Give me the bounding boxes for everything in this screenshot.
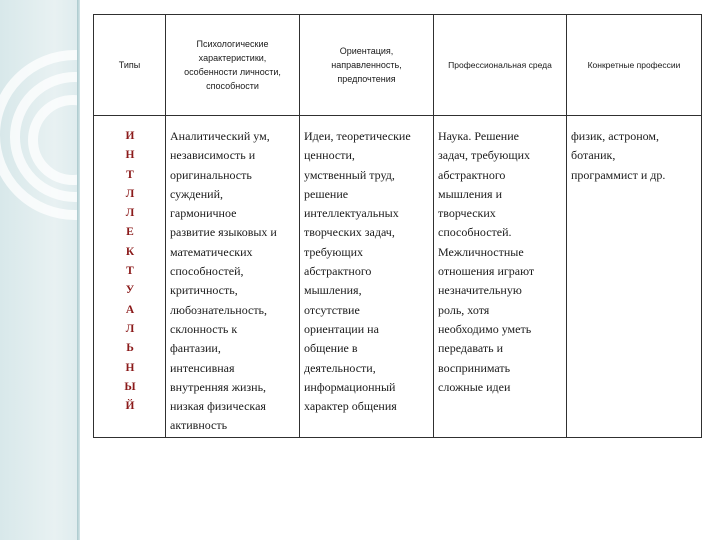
text-line: активность <box>170 418 228 433</box>
text-line: склонность к <box>170 321 238 336</box>
text-line: незначительную <box>438 283 522 298</box>
type-letter: Е <box>126 226 134 239</box>
type-letter: А <box>125 303 135 316</box>
text-line: любознательность, <box>170 302 268 317</box>
type-letter: Ь <box>126 342 134 355</box>
specific-professions-cell <box>567 116 702 438</box>
text-line: мышления и <box>438 186 502 201</box>
text-line: способностей, <box>170 264 244 279</box>
text-line: интеллектуальных <box>304 206 399 221</box>
text-line: общение в <box>304 341 358 356</box>
text-line: Идеи, теоретические <box>304 129 411 143</box>
table-header-row <box>94 15 702 116</box>
text-line: развитие языковых и <box>170 225 277 240</box>
type-letter: Т <box>126 168 134 181</box>
type-letter: Л <box>125 322 135 335</box>
text-line: творческих задач, <box>304 225 395 240</box>
text-line: внутренняя жизнь, <box>170 379 267 394</box>
header-types: Типы <box>94 15 166 116</box>
text-line: Наука. Решение <box>438 129 519 143</box>
text-line: абстрактного <box>438 167 506 182</box>
decorative-side-band <box>0 0 78 540</box>
text-line: сложные идеи <box>438 379 511 394</box>
text-line: отношения играют <box>438 264 535 279</box>
header-professional-environment: Профессиональная среда <box>434 15 567 116</box>
text-line: ценности, <box>304 148 355 163</box>
type-letter: Й <box>125 400 135 413</box>
professional-environment-cell <box>434 116 567 438</box>
text-line: передавать и <box>438 341 504 356</box>
text-line: программист и др. <box>571 167 666 182</box>
text-line: физик, астроном, <box>571 129 660 143</box>
text-line: гармоничное <box>170 206 237 221</box>
text-line: ботаник, <box>571 148 616 163</box>
header-psych-characteristics: Психологические характеристики, особенности личности, способности <box>166 15 300 116</box>
type-letter: У <box>125 284 135 297</box>
text-line: интенсивная <box>170 360 235 375</box>
psych-characteristics-cell <box>166 116 300 438</box>
type-letter: Л <box>125 207 135 220</box>
type-letter: Л <box>125 187 135 200</box>
text-line: деятельности, <box>304 360 376 375</box>
text-line: отсутствие <box>304 302 360 317</box>
text-line: умственный труд, <box>304 167 395 182</box>
header-specific-professions: Конкретные профессии <box>567 15 702 116</box>
type-letter: Н <box>125 361 135 374</box>
text-line: фантазии, <box>170 341 221 356</box>
text-line: мышления, <box>304 283 362 298</box>
text-line: Аналитический ум, <box>170 129 270 143</box>
text-line: необходимо уметь <box>438 321 532 336</box>
text-line: творческих <box>438 206 496 221</box>
text-line: информационный <box>304 379 396 394</box>
text-line: ориентации на <box>304 321 379 336</box>
table-row <box>94 116 702 438</box>
text-line: математических <box>170 244 253 259</box>
type-letter: Н <box>125 149 135 162</box>
text-line: характер общения <box>304 399 397 414</box>
text-line: суждений, <box>170 186 223 201</box>
header-orientation: Ориентация, направленность, предпочтения <box>300 15 434 116</box>
side-band-edge <box>77 0 80 540</box>
type-letter: Ы <box>124 380 136 393</box>
personality-types-table <box>93 14 702 438</box>
type-letter: К <box>125 245 135 258</box>
text-line: способностей. <box>438 225 512 240</box>
text-line: воспринимать <box>438 360 511 375</box>
text-line: требующих <box>304 244 363 259</box>
text-line: абстрактного <box>304 264 372 279</box>
text-line: независимость и <box>170 148 256 163</box>
text-line: задач, требующих <box>438 148 531 163</box>
text-line: критичность, <box>170 283 238 298</box>
text-line: решение <box>304 186 349 201</box>
type-letter: И <box>125 130 135 142</box>
text-line: Межличностные <box>438 244 524 259</box>
type-letter: Т <box>126 265 134 278</box>
type-name-vertical <box>94 116 166 438</box>
text-line: оригинальность <box>170 167 252 182</box>
text-line: низкая физическая <box>170 399 266 414</box>
orientation-cell <box>300 116 434 438</box>
text-line: роль, хотя <box>438 302 490 317</box>
